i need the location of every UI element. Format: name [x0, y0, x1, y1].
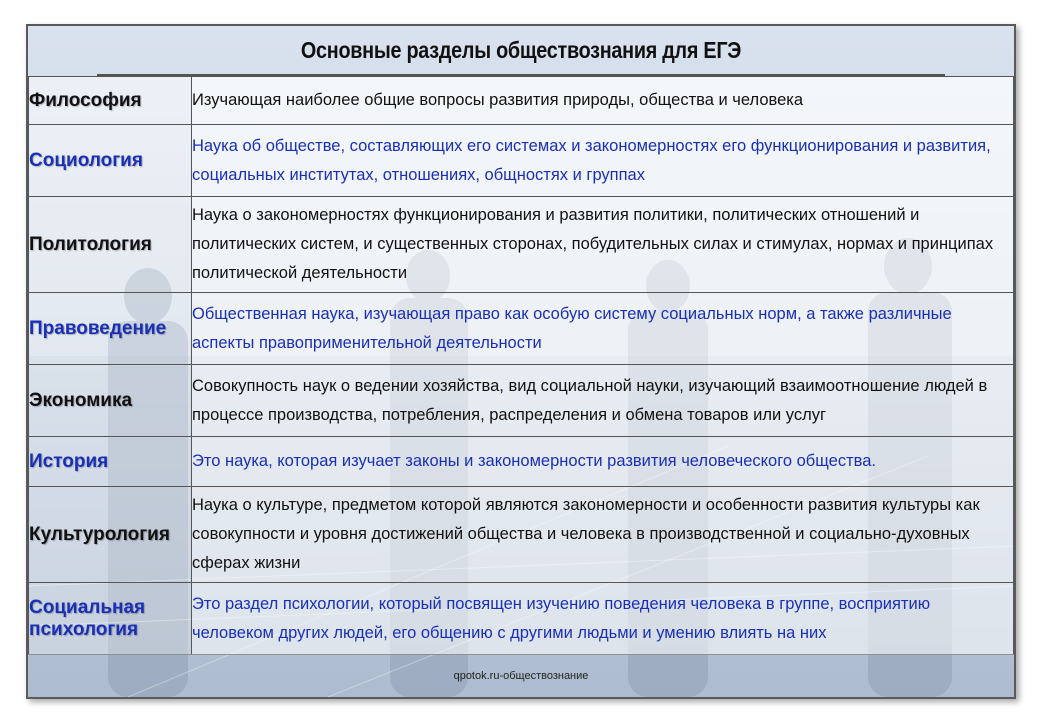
table-row — [29, 365, 1014, 437]
definition-cell: Общественная наука, изучающая право как особую систему социальных норм, а также различные аспекты правоприменительной деятельности — [192, 293, 1014, 365]
definition-cell: Это раздел психологии, который посвящен изучению поведения человека в группе, восприятию человеком других людей, его общению с другими людьми и умению влиять на них — [192, 583, 1014, 655]
table-row — [29, 583, 1014, 655]
term-cell: Социология — [29, 125, 192, 197]
table-row — [29, 197, 1014, 293]
sections-table — [28, 76, 1014, 655]
definition-cell: Это наука, которая изучает законы и закономерности развития человеческого общества. — [192, 437, 1014, 487]
definition-cell: Совокупность наук о ведении хозяйства, вид социальной науки, изучающий взаимоотношение людей в процессе производства, потребления, распределения и обмена товаров или услуг — [192, 365, 1014, 437]
table-row — [29, 437, 1014, 487]
table-row — [29, 77, 1014, 125]
table-row — [29, 293, 1014, 365]
definition-cell: Наука об обществе, составляющих его системах и закономерностях его функционирования и развития, социальных институтах, отношениях, общностях и группах — [192, 125, 1014, 197]
table-card — [26, 24, 1016, 699]
term-cell: Экономика — [29, 365, 192, 437]
term-cell: Философия — [29, 77, 192, 125]
term-cell: Социальная психология — [29, 583, 192, 655]
definition-cell: Изучающая наиболее общие вопросы развития природы, общества и человека — [192, 77, 1014, 125]
term-cell: Культурология — [29, 487, 192, 583]
term-cell: Правоведение — [29, 293, 192, 365]
table-row — [29, 487, 1014, 583]
table-row — [29, 125, 1014, 197]
definition-cell: Наука о культуре, предметом которой являются закономерности и особенности развития культуры как совокупности и уровня достижений общества и человека в производственной и социально-духовных сферах жизни — [192, 487, 1014, 583]
term-cell: Политология — [29, 197, 192, 293]
definition-cell: Наука о закономерностях функционирования и развития политики, политических отношений и политических систем, и существенных сторонах, побудительных силах и стимулах, нормах и принципах политической деятельности — [192, 197, 1014, 293]
term-cell: История — [29, 437, 192, 487]
source-footer: qpotok.ru-обществознание — [28, 654, 1014, 697]
page-title: Основные разделы обществознания для ЕГЭ — [97, 26, 945, 76]
